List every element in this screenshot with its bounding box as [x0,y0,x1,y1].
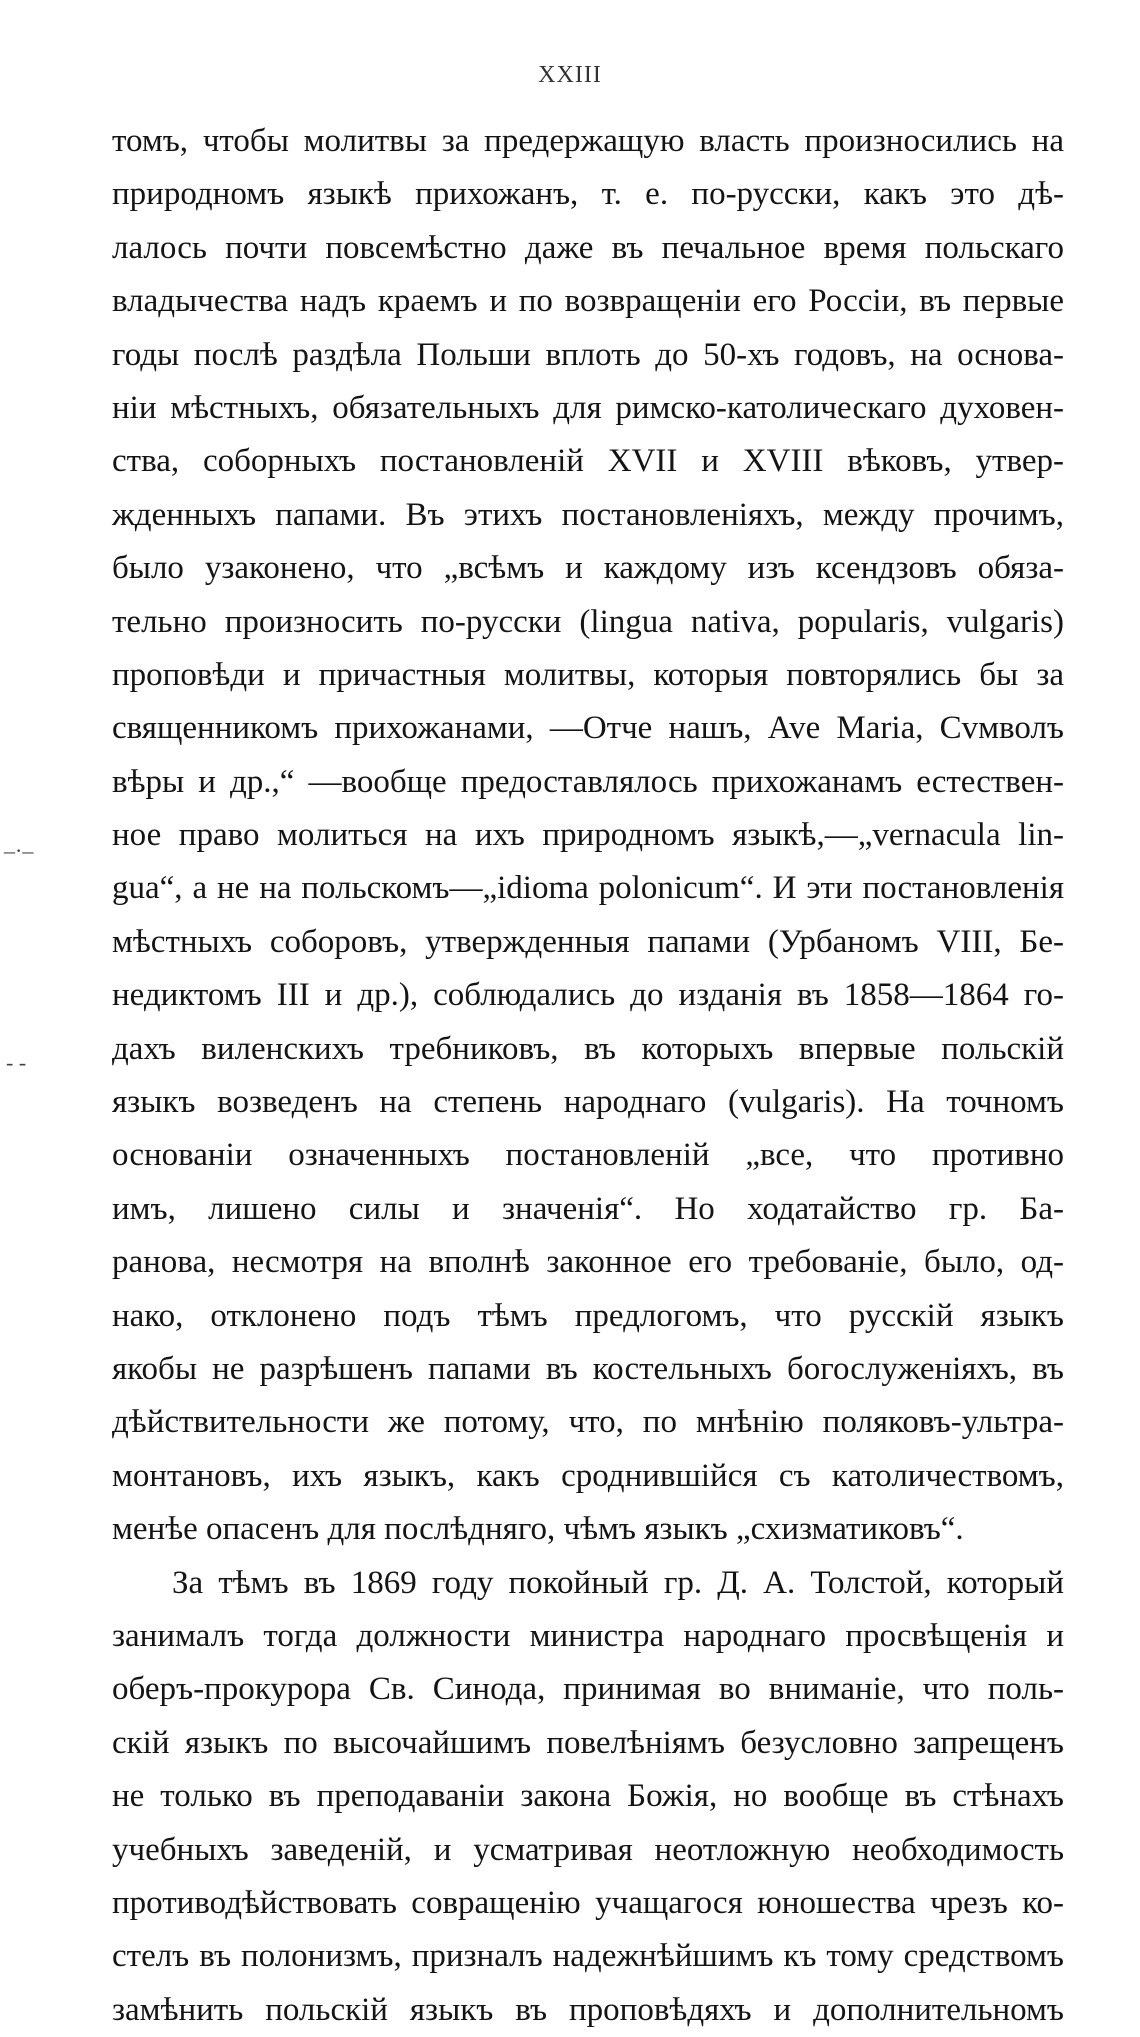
text-line: дѣйствительности же потому, что, по мнѣнiю поляковъ-ультра- [112,1404,1064,1441]
text-line: проповѣди и причастныя молитвы, которыя повторялись бы за [112,656,1064,693]
text-line: оберъ-прокурора Св. Синода, принимая во вниманiе, что поль- [112,1671,1064,1708]
text-line: нiи мѣстныхъ, обязательныхъ для римско-католическаго духовен- [112,389,1064,426]
text-line: учебныхъ заведенiй, и усматривая неотложную необходимость [112,1831,1064,1868]
text-line: имъ, лишено силы и значенiя“. Но ходатайство гр. Ба- [112,1190,1064,1227]
text-line: томъ, чтобы молитвы за предержащую власть произносились на [112,123,1064,159]
text-line: не только въ преподаванiи закона Божiя, но вообще въ стѣнахъ [112,1778,1064,1815]
text-line: нако, отклонено подъ тѣмъ предлогомъ, что русскiй языкъ [112,1297,1064,1334]
text-line: недиктомъ III и др.), соблюдались до изданiя въ 1858—1864 го- [112,977,1064,1014]
text-line: было узаконено, что „всѣмъ и каждому изъ ксендзовъ обяза- [112,550,1064,587]
text-line: годы послѣ раздѣла Польши вплоть до 50-хъ годовъ, на основа- [112,336,1064,373]
text-line: лалось почти повсемѣстно даже въ печальное время польскаго [112,229,1064,266]
page-number: XXIII [538,62,602,88]
text-line: тельно произносить по-русски (lingua nativa, popularis, vulgaris) [112,603,1064,640]
text-line: жденныхъ папами. Въ этихъ постановленiяхъ, между прочимъ, [112,496,1064,533]
text-line: основанiи означенныхъ постановленiй „все, что противно [112,1137,1064,1174]
text-line: ства, соборныхъ постановленiй XVII и XVIII вѣковъ, утвер- [112,443,1064,480]
body-text [112,115,1064,2037]
text-line: монтановъ, ихъ языкъ, какъ сроднившiйся съ католичествомъ, [112,1457,1064,1494]
text-line: противодѣйствовать совращенiю учащагося юношества чрезъ ко- [112,1884,1064,1921]
text-line: ное право молиться на ихъ природномъ языкѣ,—„vernacula lin- [112,817,1064,854]
text-line: владычества надъ краемъ и по возвращенiи его Россiи, въ первые [112,283,1064,320]
text-line: скiй языкъ по высочайшимъ повелѣнiямъ безусловно запрещенъ [112,1724,1064,1761]
text-line: языкъ возведенъ на степень народнаго (vulgaris). На точномъ [112,1084,1064,1121]
text-line: менѣе опасенъ для послѣдняго, чѣмъ языкъ „схизматиковъ“. [112,1511,964,1548]
text-line: природномъ языкѣ прихожанъ, т. е. по-русски, какъ это дѣ- [112,176,1064,213]
text-line: стелъ въ полонизмъ, призналъ надежнѣйшимъ къ тому средствомъ [112,1938,1064,1975]
margin-mark: –·– [4,838,34,863]
text-line: мѣстныхъ соборовъ, утвержденныя папами (Урбаномъ VIII, Бе- [112,923,1064,960]
text-line: дахъ виленскихъ требниковъ, въ которыхъ впервые польскiй [112,1030,1064,1067]
text-line: занималъ тогда должности министра народнаго просвѣщенiя и [112,1617,1064,1654]
text-line: священникомъ прихожанами, —Отче нашъ, Ave Maria, Сvмволъ [112,710,1064,747]
text-line: ранова, несмотря на вполнѣ законное его требованiе, было, од- [112,1244,1064,1281]
text-line: За тѣмъ въ 1869 году покойный гр. Д. А. Толстой, который [172,1564,1064,1601]
text-line: вѣры и др.,“ —вообще предоставлялось прихожанамъ естествен- [112,763,1064,800]
margin-mark: - - [6,1050,27,1075]
text-line: якобы не разрѣшенъ папами въ костельныхъ богослуженiяхъ, въ [112,1350,1064,1387]
text-line: gua“, а не на польскомъ—„idioma polonicum“. И эти постановленiя [112,870,1064,907]
text-line: замѣнить польскiй языкъ въ проповѣдяхъ и дополнительномъ [112,1991,1064,2028]
